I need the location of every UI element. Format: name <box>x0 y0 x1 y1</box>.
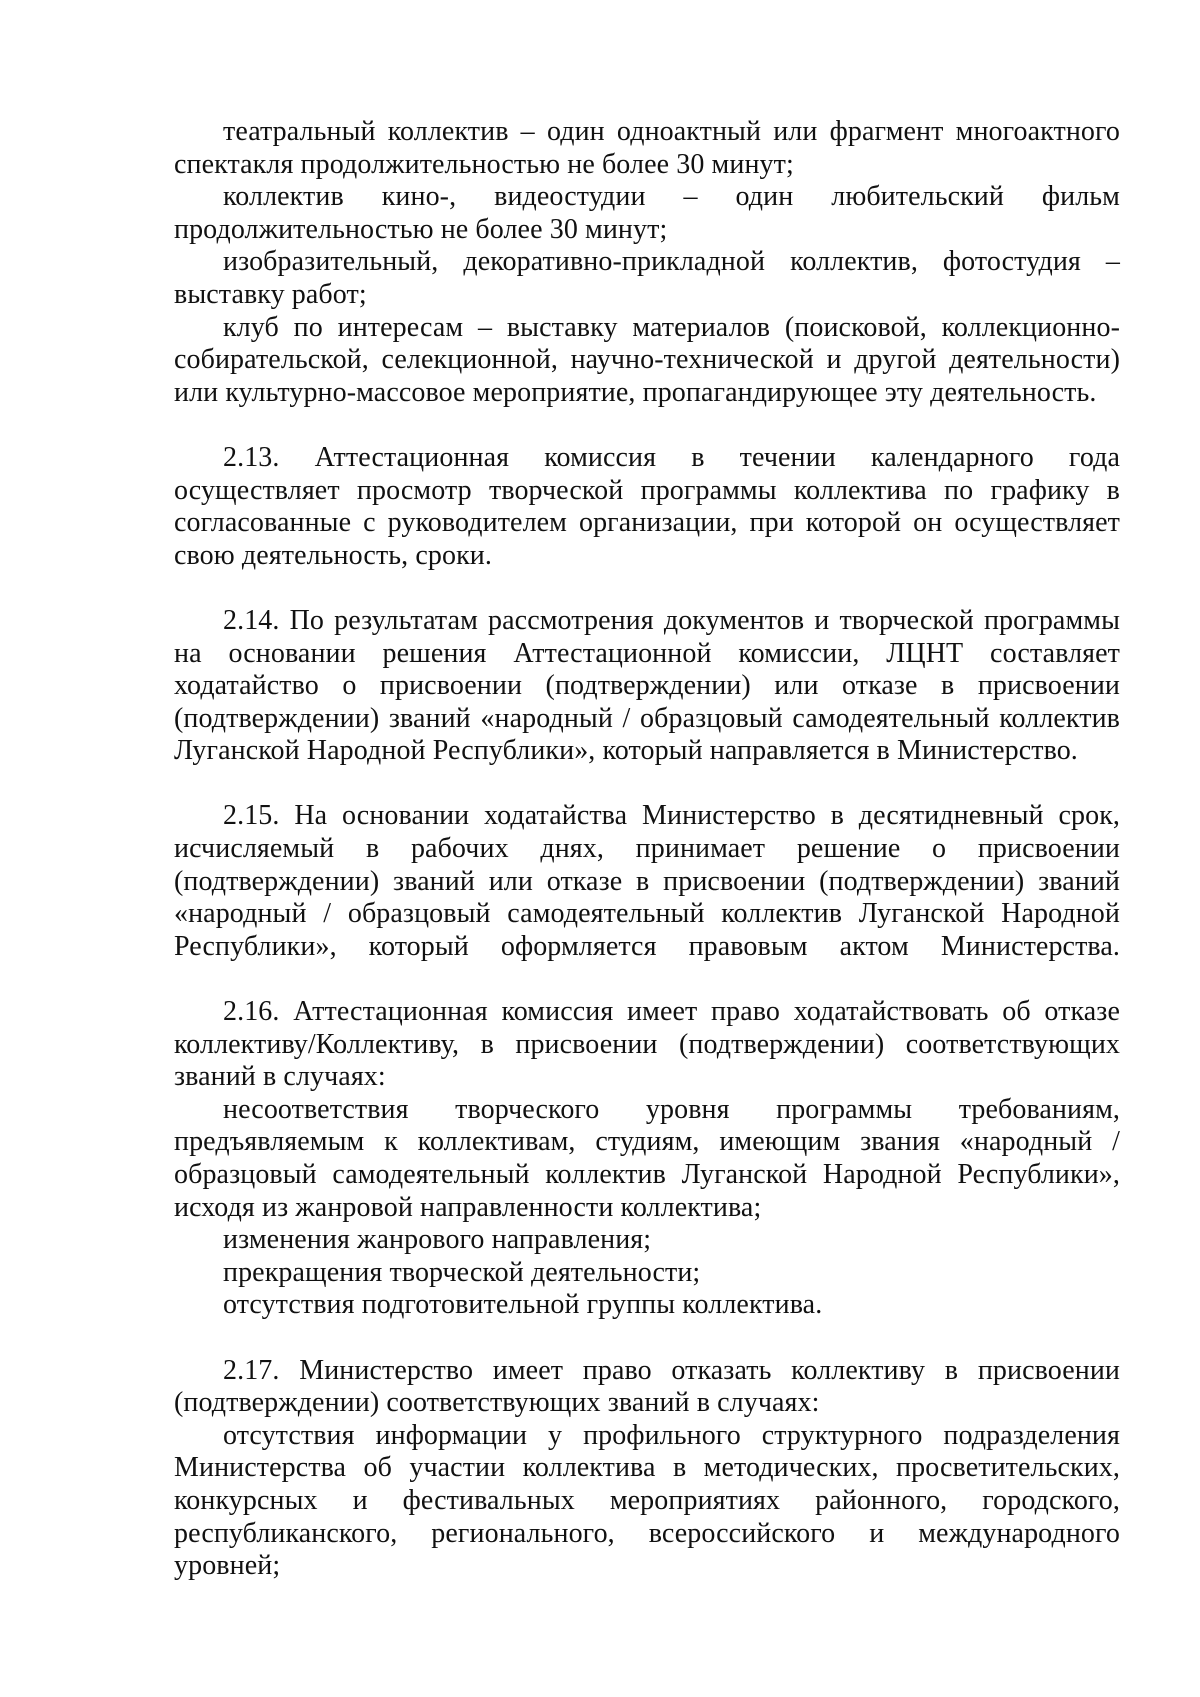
document-body <box>174 116 1120 1583</box>
paragraph-gap <box>174 409 1120 442</box>
section-2-16-item-no-prep-group: отсутствия подготовительной группы коллектива. <box>223 1289 823 1321</box>
section-2-16-item-genre-change: изменения жанрового направления; <box>223 1224 652 1256</box>
paragraph-interest-club: клуб по интересам – выставку материалов (поисковой, коллекционно-собирательской, селекционной, научно-технической и другой деятельности) или культурно-массовое мероприятие, пропагандирующее эту деятельность. <box>174 311 1120 408</box>
section-2-14: 2.14. По результатам рассмотрения документов и творческой программы на основании решения Аттестационной комиссии, ЛЦНТ составляет ходатайство о присвоении (подтверждении) или отказе в присвоении (подтверждении) званий «народный / образцовый самодеятельный коллектив Луганской Народной Республики», который направляется в Министерство. <box>174 604 1120 767</box>
section-2-16-intro: 2.16. Аттестационная комиссия имеет право ходатайствовать об отказе коллективу/Коллективу, в присвоении (подтверждении) соответствующих званий в случаях: <box>174 996 1120 1093</box>
section-2-13: 2.13. Аттестационная комиссия в течении календарного года осуществляет просмотр творческой программы коллектива по графику в согласованные с руководителем организации, при которой он осуществляет свою деятельность, сроки. <box>174 441 1120 571</box>
paragraph-art-collective: изобразительный, декоративно-прикладной коллектив, фотостудия – выставку работ; <box>174 246 1120 310</box>
section-2-17-item-no-information: отсутствия информации у профильного структурного подразделения Министерства об участии коллектива в методических, просветительских, конкурсных и фестивальных мероприятиях районного, городского, республиканского, регионального, всероссийского и международного уровней; <box>174 1419 1120 1582</box>
section-2-16-item-activity-stop: прекращения творческой деятельности; <box>223 1256 701 1288</box>
paragraph-theatre-collective: театральный коллектив – один одноактный или фрагмент многоактного спектакля продолжительностью не более 30 минут; <box>174 116 1120 180</box>
paragraph-film-studio: коллектив кино-, видеостудии – один любительский фильм продолжительностью не более 30 минут; <box>174 181 1120 245</box>
paragraph-gap <box>174 1322 1120 1355</box>
section-2-17-intro: 2.17. Министерство имеет право отказать коллективу в присвоении (подтверждении) соответствующих званий в случаях: <box>174 1354 1120 1419</box>
paragraph-gap <box>174 963 1120 996</box>
paragraph-gap <box>174 768 1120 801</box>
paragraph-gap <box>174 572 1120 605</box>
section-2-15: 2.15. На основании ходатайства Министерство в десятидневный срок, исчисляемый в рабочих днях, принимает решение о присвоении (подтверждении) званий или отказе в присвоении (подтверждении) званий «народный / образцовый самодеятельный коллектив Луганской Народной Республики», который оформляется правовым актом Министерства. <box>174 800 1120 962</box>
section-2-16-item-nonconformity: несоответствия творческого уровня программы требованиям, предъявляемым к коллективам, студиям, имеющим звания «народный / образцовый самодеятельный коллектив Луганской Народной Республики», исходя из жанровой направленности коллектива; <box>174 1093 1120 1223</box>
